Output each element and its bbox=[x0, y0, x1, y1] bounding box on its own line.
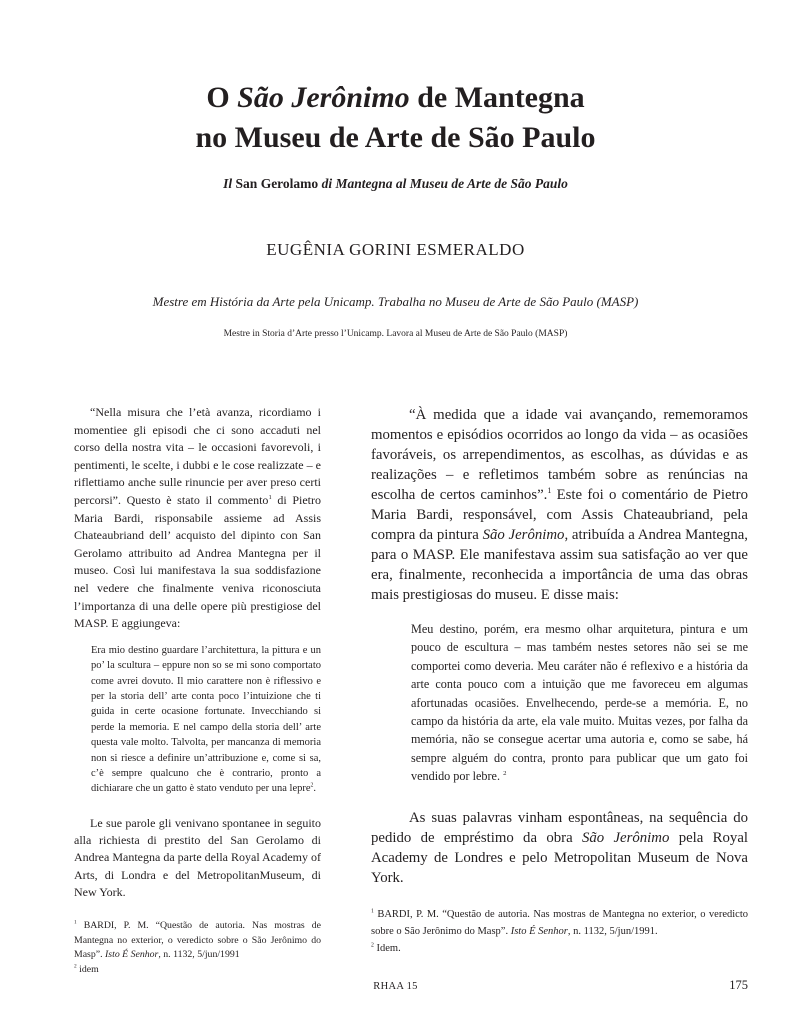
pt-footnote-2 bbox=[371, 940, 748, 957]
pt-fn2-number: 2 bbox=[371, 942, 374, 949]
pt-p1-text-b: Este foi o comentário de Pietro Maria Bardi, responsável, com Assis Chateaubriand, pela compra da pintura bbox=[371, 487, 748, 543]
italian-footnotes bbox=[74, 919, 321, 977]
it-p1-text-a: “Nella misura che l’età avanza, ricordiamo i momentiee gli episodi che ci sono accaduti nel corso della nostra vita – le occasioni favorevoli, i pentimenti, le scelte, i dubbi e le cose realizzate – e riflettiamo anche sulle rinuncie per aver preso certi percorsi”. Questo è stato il commento bbox=[74, 405, 321, 507]
it-fn1-text-b: , n. 1132, 5/jun/1991 bbox=[158, 949, 240, 961]
pt-footnote-ref-2: 2 bbox=[503, 770, 507, 778]
portuguese-column bbox=[371, 405, 748, 958]
pt-footnote-1 bbox=[371, 906, 748, 941]
pt-fn1-number: 1 bbox=[371, 908, 374, 915]
article-subtitle bbox=[0, 176, 791, 192]
pt-p2-text-b: pela Royal Academy de Londres e pelo Metropolitan Museum de Nova York. bbox=[371, 829, 749, 886]
subtitle-part-3: di Mantegna al Museu de Arte de São Paulo bbox=[321, 176, 568, 191]
pt-quote-text: Meu destino, porém, era mesmo olhar arquitetura, pintura e um pouco de escultura – mas também nestes setores não sei se me comportei como deveria. Meu caráter não é reflexivo e a história da arte conta pouco com a intuição que me favoreceu em algumas afortunadas ocasiões. Envelhecendo, perde-se a memória. E, no campo da história da arte, ela vale muito. Muitas vezes, por falha da memória, não se consegue acertar uma autoria e, como se sabe, há sempre alguém do contra, pronto para publicar que um gato foi vendido por lebre. bbox=[411, 622, 748, 784]
it-fn2-text: idem bbox=[76, 964, 99, 976]
title-artwork: São Jerônimo bbox=[237, 81, 410, 114]
italian-paragraph-1 bbox=[74, 404, 321, 633]
it-footnote-ref-1: 1 bbox=[268, 493, 272, 501]
article-title bbox=[0, 78, 791, 158]
it-fn2-number: 2 bbox=[74, 963, 77, 970]
it-quote-text: Era mio destino guardare l’architettura, la pittura e un po’ la scultura – eppure non so se mi sono comportato come avrei dovuto. Il mio carattere non è riflessivo e per la storia dell’ arte conta poco l’intuizione che ti guida in certe ocasione fortunate. Invecchiando si perde la memoria. E nel campo della storia dell’ arte questa vale molto. Talvolta, per mancanza di memoria non si riesce a definire un’attribuzione e, come si sa, c’è sempre qualcuno che è contrario, pronto a dichiarare che un gatto è stato venduto per una lepre bbox=[91, 644, 321, 795]
title-post: de Mantegna bbox=[409, 81, 585, 114]
it-fn1-number: 1 bbox=[74, 920, 77, 926]
title-pre: O bbox=[206, 81, 238, 114]
pt-fn1-text-a: BARDI, P. M. “Questão de autoria. Nas mostras de Mantegna no exterior, o veredicto sobre o São Jerônimo do Masp”. bbox=[371, 908, 748, 937]
subtitle-part-2: San Gerolamo bbox=[232, 176, 322, 191]
it-footnote-ref-2: 2 bbox=[310, 782, 314, 789]
it-fn1-text-a: BARDI, P. M. “Questão de autoria. Nas mostras de Mantegna no exterior, o veredicto sobre o São Jerônimo do Masp”. bbox=[74, 920, 321, 961]
it-footnote-1 bbox=[74, 919, 321, 963]
pt-p1-text-a: “À medida que a idade vai avançando, rememoramos momentos e episódios ocorridos ao longo da vida – as ocasiões favoráveis, os arrependimentos, as escolhas, as dúvidas e as realizações – e refletimos também sobre as renúncias na escolha de certos caminhos”. bbox=[371, 407, 748, 503]
author-affiliation-it: Mestre in Storia d’Arte presso l’Unicamp. Lavora al Museu de Arte de São Paulo (MASP) bbox=[223, 329, 568, 339]
pt-footnote-ref-1: 1 bbox=[547, 486, 552, 496]
pt-p1-text-c: , atribuída a Andrea Mantegna, para o MASP. Ele manifestava assim sua satisfação ao ver que era, finalmente, reconhecida a importância de uma das obras mais prestigiosas do museu. E disse mais: bbox=[371, 527, 748, 603]
it-fn1-source: Isto É Senhor bbox=[105, 949, 159, 961]
italian-blockquote bbox=[91, 643, 321, 797]
pt-fn2-text: Idem. bbox=[373, 943, 401, 955]
page-number: 175 bbox=[729, 978, 748, 992]
pt-p2-artwork: São Jerônimo bbox=[581, 829, 670, 846]
title-line-2: no Museu de Arte de São Paulo bbox=[195, 121, 596, 154]
it-quote-end: . bbox=[313, 783, 317, 795]
it-footnote-2 bbox=[74, 963, 321, 978]
pt-p2-text-a: As suas palavras vinham espontâneas, na sequência do pedido de empréstimo da obra bbox=[371, 809, 748, 846]
author-affiliation-pt: Mestre em História da Arte pela Unicamp. Trabalha no Museu de Arte de São Paulo (MASP) bbox=[152, 294, 639, 309]
pt-p1-artwork: São Jerônimo bbox=[482, 527, 565, 543]
portuguese-paragraph-2 bbox=[371, 808, 748, 888]
portuguese-footnotes bbox=[371, 906, 748, 958]
pt-fn1-text-b: , n. 1132, 5/jun/1991. bbox=[567, 925, 658, 937]
title-line-1 bbox=[0, 78, 791, 118]
author-name: EUGÊNIA GORINI ESMERALDO bbox=[266, 240, 525, 259]
portuguese-blockquote bbox=[411, 620, 748, 786]
it-p1-text-b: di Pietro Maria Bardi, risponsabile assieme ad Assis Chateaubriand dell’ acquisto del dipinto con San Gerolamo attribuito ad Andrea Mantegna per il museo. Così lui manifestava la sua soddisfazione nel vedere che finalmente veniva riconosciuta l’importanza di una delle opere più prestigiose del MASP. E aggiungeva: bbox=[74, 492, 321, 631]
portuguese-paragraph-1 bbox=[371, 405, 748, 605]
journal-name: RHAA 15 bbox=[373, 981, 418, 992]
subtitle-part-1: Il bbox=[223, 176, 233, 191]
pt-fn1-source: Isto É Senhor bbox=[510, 925, 568, 937]
italian-column bbox=[74, 404, 321, 978]
italian-paragraph-2: Le sue parole gli venivano spontanee in seguito alla richiesta di prestito del San Gerolamo di Andrea Mantegna da parte della Royal Academy of Arts, di Londra e del MetropolitanMuseum, di New York. bbox=[74, 815, 321, 899]
